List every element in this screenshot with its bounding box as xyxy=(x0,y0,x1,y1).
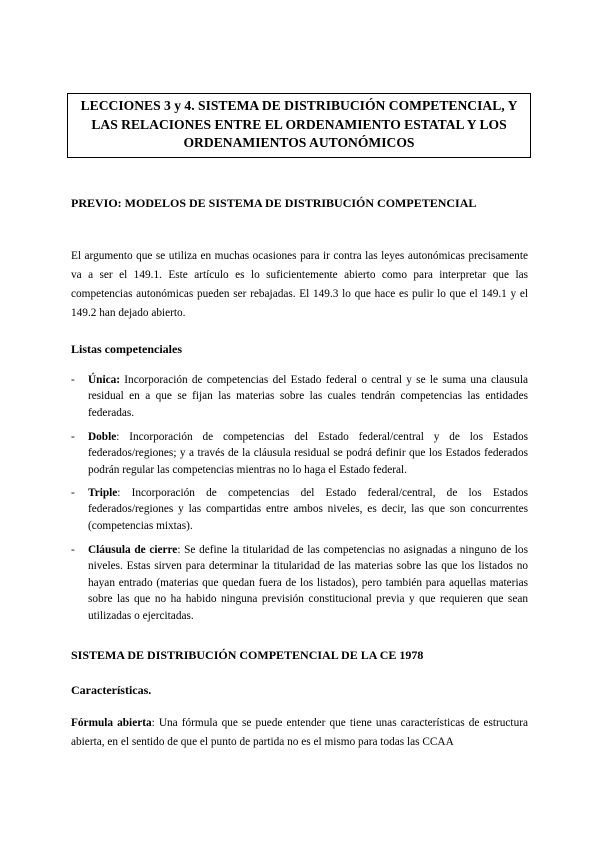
list-text: : Incorporación de competencias del Estado federal/central, de los Estados federados/regiones y las compartidas entre ambos niveles, es decir, las que son concurrentes (competencias mixtas). xyxy=(88,487,528,532)
formula-term: Fórmula abierta xyxy=(71,717,152,729)
list-item-unica xyxy=(71,372,528,421)
list-item-triple xyxy=(71,485,528,534)
list-term: Triple xyxy=(88,487,118,499)
list-dash: - xyxy=(71,487,75,499)
intro-paragraph: El argumento que se utiliza en muchas ocasiones para ir contra las leyes autonómicas precisamente va a ser el 149.1. Este artículo es lo suficientemente abierto como para interpretar que las competencias autonómicas pueden ser rebajadas. El 149.3 lo que hace es pulir lo que el 149.1 y el 149.2 han dejado abierto. xyxy=(71,250,528,319)
lists-heading: Listas competenciales xyxy=(71,342,182,356)
list-term: Única: xyxy=(88,374,121,386)
list-term: Cláusula de cierre xyxy=(88,544,178,556)
list-dash: - xyxy=(71,374,75,386)
section-heading-previo: PREVIO: MODELOS DE SISTEMA DE DISTRIBUCIÓN COMPETENCIAL xyxy=(71,196,477,210)
list-text: Incorporación de competencias del Estado federal o central y se le suma una clausula residual en a que se fijan las materias sobre las cuales tendrán competencias las entidades federadas. xyxy=(88,374,528,419)
list-item-clausula-cierre xyxy=(71,542,528,624)
document-title: LECCIONES 3 y 4. SISTEMA DE DISTRIBUCIÓN COMPETENCIAL, Y LAS RELACIONES ENTRE EL ORDENAMIENTO ESTATAL Y LOS ORDENAMIENTOS AUTONÓMICOS xyxy=(67,93,531,158)
list-dash: - xyxy=(71,431,75,443)
formula-text: : Una fórmula que se puede entender que tiene unas características de estructura abierta, en el sentido de que el punto de partida no es el mismo para todas las CCAA xyxy=(71,717,528,748)
characteristics-heading: Características. xyxy=(71,683,152,697)
formula-paragraph xyxy=(71,714,528,752)
list-term: Doble xyxy=(88,431,117,443)
list-text: : Se define la titularidad de las competencias no asignadas a ninguno de los niveles. Estas sirven para determinar la titularidad de las materias sobre las que los listados no hayan entrado (materias que quedan fuera de los listados), pero también para aquellas materias sobre las que no ha habido ninguna previsión constitucional previa y que requieren que sean utilizadas o ejercitadas. xyxy=(88,544,528,622)
list-item-doble xyxy=(71,429,528,478)
section-heading-sistema: SISTEMA DE DISTRIBUCIÓN COMPETENCIAL DE LA CE 1978 xyxy=(71,648,424,662)
list-text: : Incorporación de competencias del Estado federal/central y de los Estados federados/regiones; y a través de la cláusula residual se podrá definir que los Estados federados podrán regular las competencias mientras no lo haga el Estado federal. xyxy=(88,431,528,476)
list-dash: - xyxy=(71,544,75,556)
